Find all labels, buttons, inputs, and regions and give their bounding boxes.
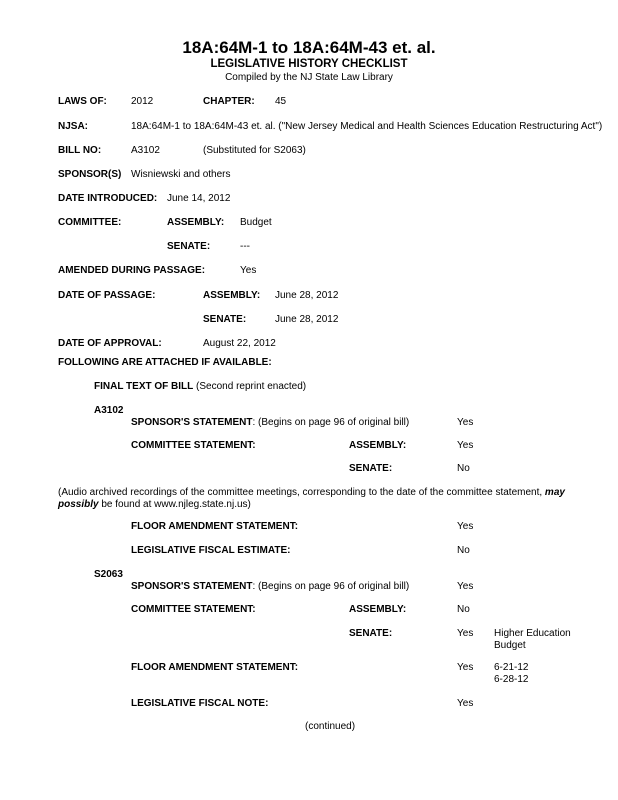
document-subtitle: LEGISLATIVE HISTORY CHECKLIST [210, 58, 408, 70]
document-title: 18A:64M-1 to 18A:64M-43 et. al. [182, 38, 436, 57]
a3102-senate-label: SENATE: [349, 463, 393, 474]
laws-of-label: LAWS OF: [58, 96, 107, 107]
bill-no-value: A3102 [131, 145, 160, 156]
s2063-assembly-label: ASSEMBLY: [349, 604, 407, 615]
s2063-sponsor-line [131, 581, 409, 593]
audio-note-link-text: be found at www.njleg.state.nj.us) [98, 499, 251, 510]
a3102-committee-label: COMMITTEE STATEMENT: [131, 440, 256, 451]
s2063-assembly-value: No [457, 604, 470, 615]
s2063-sponsor-value: Yes [457, 581, 474, 592]
compiled-by: Compiled by the NJ State Law Library [225, 72, 393, 83]
committee-assembly-label: ASSEMBLY: [167, 217, 225, 228]
a3102-sponsor-note: : (Begins on page 96 of original bill) [252, 417, 410, 428]
date-of-approval-label: DATE OF APPROVAL: [58, 338, 162, 349]
s2063-committee-label: COMMITTEE STATEMENT: [131, 604, 256, 615]
chapter-label: CHAPTER: [203, 96, 255, 107]
chapter-value: 45 [275, 96, 287, 107]
audio-note [58, 487, 598, 511]
committee-senate-value: --- [240, 241, 250, 252]
s2063-floor-label: FLOOR AMENDMENT STATEMENT: [131, 662, 299, 673]
following-heading: FOLLOWING ARE ATTACHED IF AVAILABLE: [58, 357, 272, 368]
amended-label: AMENDED DURING PASSAGE: [58, 265, 206, 276]
committee-assembly-value: Budget [240, 217, 272, 228]
amended-value: Yes [240, 265, 257, 276]
s2063-fiscal-label: LEGISLATIVE FISCAL NOTE: [131, 698, 269, 709]
final-text-line [94, 381, 306, 393]
audio-note-text: (Audio archived recordings of the committee meetings, corresponding to the date of the committee statement, [58, 487, 545, 498]
laws-of-value: 2012 [131, 96, 154, 107]
a3102-assembly-label: ASSEMBLY: [349, 440, 407, 451]
committee-label: COMMITTEE: [58, 217, 122, 228]
s2063-floor-note-1: 6-21-12 [494, 662, 529, 673]
final-text-note: (Second reprint enacted) [193, 381, 307, 392]
s2063-sponsor-label: SPONSOR'S STATEMENT [131, 581, 253, 592]
date-of-passage-label: DATE OF PASSAGE: [58, 290, 156, 301]
s2063-senate-note-2: Budget [494, 640, 526, 651]
njsa-value: 18A:64M-1 to 18A:64M-43 et. al. ("New Jersey Medical and Health Sciences Education Restructuring Act") [131, 121, 603, 132]
date-introduced-value: June 14, 2012 [167, 193, 231, 204]
s2063-fiscal-value: Yes [457, 698, 474, 709]
final-text-label: FINAL TEXT OF BILL [94, 381, 194, 392]
bill-no-label: BILL NO: [58, 145, 102, 156]
passage-assembly-value: June 28, 2012 [275, 290, 339, 301]
s2063-sponsor-note: : (Begins on page 96 of original bill) [252, 581, 410, 592]
s2063-senate-value: Yes [457, 628, 474, 639]
a3102-sponsor-line [131, 417, 409, 429]
a3102-sponsor-value: Yes [457, 417, 474, 428]
a3102-fiscal-label: LEGISLATIVE FISCAL ESTIMATE: [131, 545, 291, 556]
sponsors-value: Wisniewski and others [131, 169, 231, 180]
a3102-floor-value: Yes [457, 521, 474, 532]
a3102-assembly-value: Yes [457, 440, 474, 451]
s2063-senate-note-1: Higher Education [494, 628, 571, 639]
date-introduced-label: DATE INTRODUCED: [58, 193, 158, 204]
a3102-fiscal-value: No [457, 545, 470, 556]
audio-note-emphasis: may possibly [58, 487, 565, 510]
s2063-heading: S2063 [94, 569, 123, 580]
a3102-heading: A3102 [94, 405, 124, 416]
passage-senate-value: June 28, 2012 [275, 314, 339, 325]
s2063-floor-value: Yes [457, 662, 474, 673]
a3102-floor-label: FLOOR AMENDMENT STATEMENT: [131, 521, 299, 532]
committee-senate-label: SENATE: [167, 241, 211, 252]
njsa-label: NJSA: [58, 121, 89, 132]
s2063-senate-label: SENATE: [349, 628, 393, 639]
passage-senate-label: SENATE: [203, 314, 247, 325]
a3102-senate-value: No [457, 463, 470, 474]
date-of-approval-value: August 22, 2012 [203, 338, 276, 349]
continued-note: (continued) [305, 721, 356, 732]
a3102-sponsor-label: SPONSOR'S STATEMENT [131, 417, 253, 428]
bill-no-note: (Substituted for S2063) [203, 145, 306, 156]
s2063-floor-note-2: 6-28-12 [494, 674, 529, 685]
passage-assembly-label: ASSEMBLY: [203, 290, 261, 301]
sponsors-label: SPONSOR(S) [58, 169, 122, 180]
